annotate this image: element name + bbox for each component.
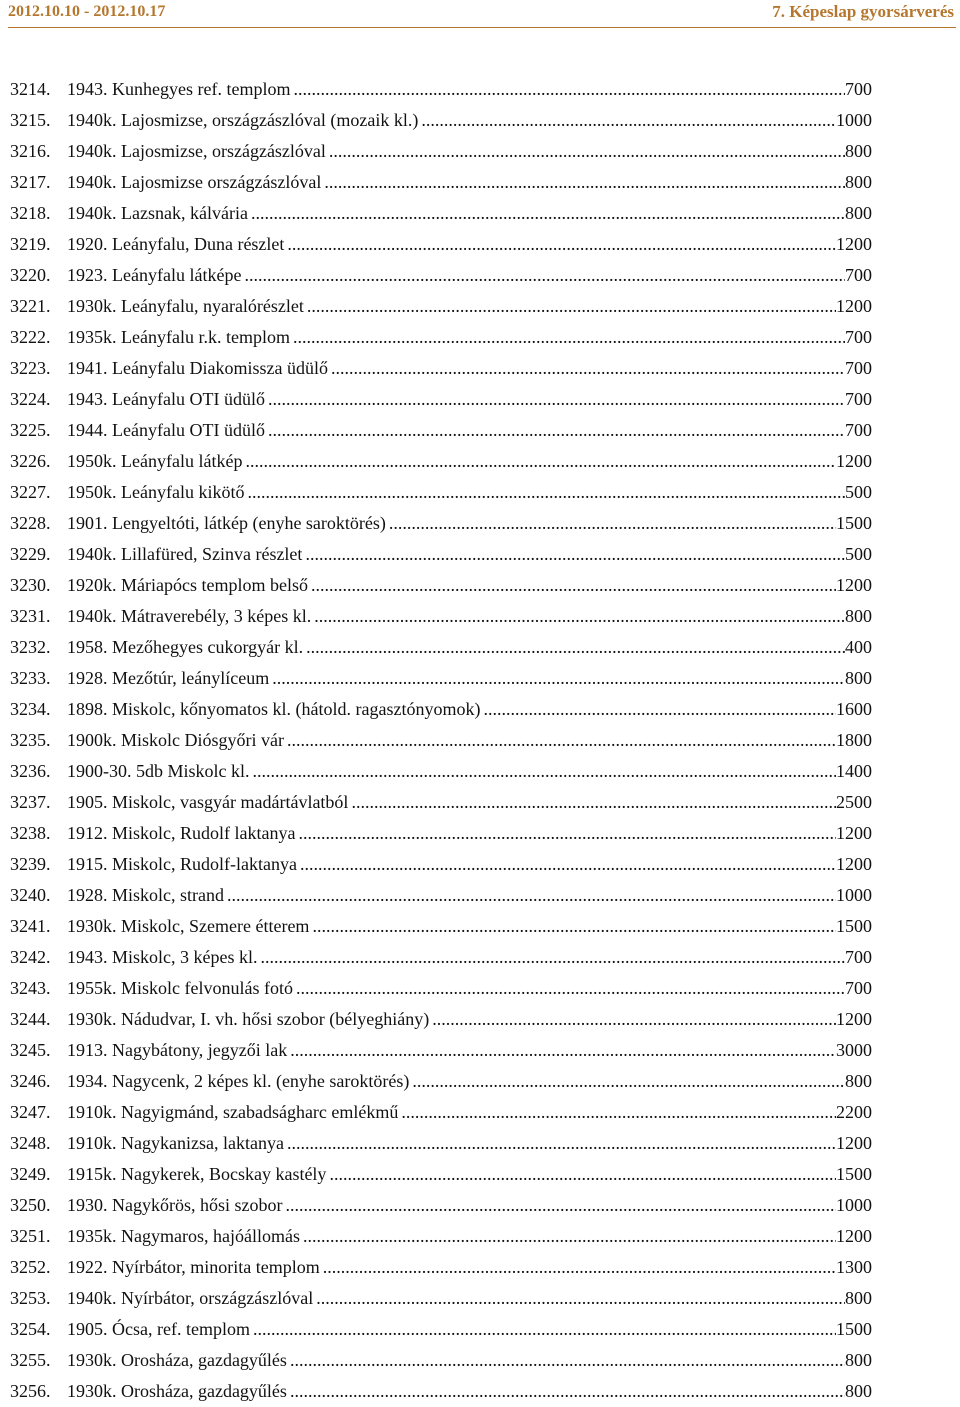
lot-price: 700 [845, 420, 872, 440]
lot-row [10, 1221, 872, 1252]
lot-row [10, 1159, 872, 1190]
lot-price: 800 [845, 203, 872, 223]
lot-number: 3241. [10, 916, 51, 936]
dot-leader [309, 911, 836, 942]
lot-description: 1955k. Miskolc felvonulás fotó [67, 978, 293, 998]
lot-description: 1910k. Nagykanizsa, laktanya [67, 1133, 284, 1153]
dot-leader [290, 74, 845, 105]
lot-price: 1500 [836, 1164, 872, 1184]
lot-price: 700 [845, 978, 872, 998]
lot-row [10, 725, 872, 756]
lot-number: 3230. [10, 575, 51, 595]
dot-leader [265, 415, 845, 446]
lot-price: 800 [845, 1288, 872, 1308]
lot-number: 3246. [10, 1071, 51, 1091]
lot-row [10, 136, 872, 167]
lot-price: 800 [845, 1381, 872, 1401]
lot-description: 1920k. Máriapócs templom belső [67, 575, 308, 595]
dot-leader [284, 1128, 836, 1159]
dot-leader [284, 229, 836, 260]
lot-description: 1940k. Lajosmizse, országzászlóval [67, 141, 326, 161]
lot-number: 3217. [10, 172, 51, 192]
lot-row [10, 539, 872, 570]
dot-leader [265, 384, 845, 415]
dot-leader [290, 322, 845, 353]
lot-price: 800 [845, 172, 872, 192]
lot-description: 1922. Nyírbátor, minorita templom [67, 1257, 320, 1277]
lot-price: 500 [845, 544, 872, 564]
lot-description: 1905. Ócsa, ref. templom [67, 1319, 250, 1339]
lot-row [10, 291, 872, 322]
dot-leader [248, 198, 845, 229]
lot-price: 800 [845, 1350, 872, 1370]
lot-row [10, 849, 872, 880]
lot-number: 3238. [10, 823, 51, 843]
lot-description: 1950k. Leányfalu látkép [67, 451, 243, 471]
lot-row [10, 446, 872, 477]
lot-row [10, 1252, 872, 1283]
lot-number: 3255. [10, 1350, 51, 1370]
dot-leader [297, 849, 836, 880]
lot-number: 3236. [10, 761, 51, 781]
dot-leader [308, 570, 836, 601]
lot-row [10, 570, 872, 601]
lot-description: 1930. Nagykőrös, hősi szobor [67, 1195, 283, 1215]
header-divider [8, 27, 956, 28]
lot-price: 800 [845, 141, 872, 161]
lot-row [10, 1066, 872, 1097]
dot-leader [303, 632, 845, 663]
lot-description: 1913. Nagybátony, jegyzői lak [67, 1040, 288, 1060]
lot-row [10, 694, 872, 725]
dot-leader [250, 756, 837, 787]
lot-row [10, 880, 872, 911]
lot-price: 800 [845, 668, 872, 688]
lot-row [10, 260, 872, 291]
lot-description: 1958. Mezőhegyes cukorgyár kl. [67, 637, 304, 657]
lot-description: 1930k. Orosháza, gazdagyűlés [67, 1381, 287, 1401]
lot-price: 2200 [836, 1102, 872, 1122]
lot-price: 1200 [836, 451, 872, 471]
lot-description: 1934. Nagycenk, 2 képes kl. (enyhe saroktörés) [67, 1071, 410, 1091]
lot-description: 1930k. Leányfalu, nyaralórészlet [67, 296, 304, 316]
lot-row [10, 1376, 872, 1407]
lot-price: 3000 [836, 1040, 872, 1060]
dot-leader [326, 136, 845, 167]
lot-price: 1800 [836, 730, 872, 750]
lot-number: 3216. [10, 141, 51, 161]
lot-number: 3229. [10, 544, 51, 564]
dot-leader [287, 1035, 836, 1066]
lot-description: 1912. Miskolc, Rudolf laktanya [67, 823, 296, 843]
dot-leader [429, 1004, 836, 1035]
lot-price: 1500 [836, 1319, 872, 1339]
lot-description: 1940k. Lajosmizse országzászlóval [67, 172, 322, 192]
lot-description: 1943. Miskolc, 3 képes kl. [67, 947, 258, 967]
lot-number: 3226. [10, 451, 51, 471]
lot-number: 3219. [10, 234, 51, 254]
lot-price: 1200 [836, 854, 872, 874]
lot-price: 1200 [836, 1133, 872, 1153]
lot-row [10, 756, 872, 787]
lot-row [10, 198, 872, 229]
lot-row [10, 1190, 872, 1221]
lot-price: 700 [845, 265, 872, 285]
lot-description: 1898. Miskolc, kőnyomatos kl. (hátold. ragasztónyomok) [67, 699, 481, 719]
lot-price: 1000 [836, 110, 872, 130]
dot-leader [409, 1066, 845, 1097]
lot-number: 3228. [10, 513, 51, 533]
dot-leader [241, 260, 845, 291]
lot-number: 3248. [10, 1133, 51, 1153]
lot-number: 3237. [10, 792, 51, 812]
dot-leader [287, 1345, 845, 1376]
lot-row [10, 973, 872, 1004]
lot-description: 1930k. Miskolc, Szemere étterem [67, 916, 310, 936]
lot-price: 1200 [836, 296, 872, 316]
lot-number: 3233. [10, 668, 51, 688]
lot-price: 700 [845, 79, 872, 99]
lot-description: 1943. Leányfalu OTI üdülő [67, 389, 265, 409]
lot-description: 1940k. Lazsnak, kálvária [67, 203, 248, 223]
dot-leader [258, 942, 846, 973]
lot-number: 3224. [10, 389, 51, 409]
dot-leader [300, 1221, 836, 1252]
lot-price: 800 [845, 606, 872, 626]
dot-leader [244, 477, 845, 508]
dot-leader [287, 1376, 845, 1407]
lot-number: 3234. [10, 699, 51, 719]
dot-leader [224, 880, 836, 911]
lot-row [10, 229, 872, 260]
dot-leader [293, 973, 845, 1004]
dot-leader [348, 787, 836, 818]
lot-number: 3250. [10, 1195, 51, 1215]
lot-price: 1200 [836, 575, 872, 595]
lot-number: 3243. [10, 978, 51, 998]
lot-row [10, 818, 872, 849]
lot-row [10, 508, 872, 539]
lot-description: 1935k. Nagymaros, hajóállomás [67, 1226, 300, 1246]
lot-description: 1944. Leányfalu OTI üdülő [67, 420, 265, 440]
dot-leader [398, 1097, 836, 1128]
lot-number: 3254. [10, 1319, 51, 1339]
lot-description: 1923. Leányfalu látképe [67, 265, 242, 285]
lot-number: 3252. [10, 1257, 51, 1277]
lot-price: 1500 [836, 916, 872, 936]
lot-price: 700 [845, 947, 872, 967]
dot-leader [250, 1314, 836, 1345]
lot-number: 3245. [10, 1040, 51, 1060]
dot-leader [282, 1190, 836, 1221]
lot-row [10, 787, 872, 818]
lot-price: 800 [845, 1071, 872, 1091]
section-title: 7. Képeslap gyorsárverés [772, 2, 954, 21]
lot-description: 1940k. Mátraverebély, 3 képes kl. [67, 606, 312, 626]
lot-price: 500 [845, 482, 872, 502]
lot-price: 1500 [836, 513, 872, 533]
lot-list [10, 74, 872, 1407]
dot-leader [242, 446, 836, 477]
dot-leader [311, 601, 845, 632]
lot-description: 1940k. Nyírbátor, országzászlóval [67, 1288, 314, 1308]
dot-leader [418, 105, 836, 136]
lot-number: 3239. [10, 854, 51, 874]
lot-row [10, 1035, 872, 1066]
lot-price: 1200 [836, 1226, 872, 1246]
lot-number: 3215. [10, 110, 51, 130]
dot-leader [328, 353, 845, 384]
lot-row [10, 1097, 872, 1128]
lot-row [10, 353, 872, 384]
lot-number: 3221. [10, 296, 51, 316]
lot-description: 1940k. Lillafüred, Szinva részlet [67, 544, 303, 564]
lot-number: 3227. [10, 482, 51, 502]
lot-price: 1000 [836, 1195, 872, 1215]
lot-row [10, 74, 872, 105]
lot-description: 1920. Leányfalu, Duna részlet [67, 234, 285, 254]
lot-number: 3251. [10, 1226, 51, 1246]
lot-row [10, 1345, 872, 1376]
lot-price: 1200 [836, 823, 872, 843]
lot-row [10, 911, 872, 942]
dot-leader [313, 1283, 845, 1314]
lot-number: 3231. [10, 606, 51, 626]
lot-number: 3256. [10, 1381, 51, 1401]
lot-price: 400 [845, 637, 872, 657]
lot-description: 1943. Kunhegyes ref. templom [67, 79, 291, 99]
lot-number: 3249. [10, 1164, 51, 1184]
lot-description: 1915k. Nagykerek, Bocskay kastély [67, 1164, 327, 1184]
lot-description: 1950k. Leányfalu kikötő [67, 482, 245, 502]
dot-leader [304, 291, 836, 322]
lot-number: 3253. [10, 1288, 51, 1308]
lot-description: 1940k. Lajosmizse, országzászlóval (mozaik kl.) [67, 110, 419, 130]
lot-price: 1300 [836, 1257, 872, 1277]
dot-leader [269, 663, 845, 694]
lot-number: 3244. [10, 1009, 51, 1029]
lot-row [10, 663, 872, 694]
lot-price: 1200 [836, 234, 872, 254]
lot-description: 1930k. Orosháza, gazdagyűlés [67, 1350, 287, 1370]
lot-number: 3223. [10, 358, 51, 378]
lot-description: 1900-30. 5db Miskolc kl. [67, 761, 250, 781]
lot-price: 1600 [836, 699, 872, 719]
lot-row [10, 477, 872, 508]
date-range: 2012.10.10 - 2012.10.17 [8, 3, 166, 20]
lot-description: 1930k. Nádudvar, I. vh. hősi szobor (bélyeghiány) [67, 1009, 430, 1029]
dot-leader [320, 1252, 836, 1283]
lot-row [10, 632, 872, 663]
lot-row [10, 942, 872, 973]
lot-number: 3242. [10, 947, 51, 967]
lot-description: 1935k. Leányfalu r.k. templom [67, 327, 290, 347]
lot-description: 1900k. Miskolc Diósgyőri vár [67, 730, 284, 750]
lot-number: 3240. [10, 885, 51, 905]
lot-description: 1901. Lengyeltóti, látkép (enyhe saroktörés) [67, 513, 386, 533]
lot-row [10, 601, 872, 632]
lot-row [10, 1128, 872, 1159]
lot-description: 1928. Miskolc, strand [67, 885, 224, 905]
dot-leader [386, 508, 836, 539]
lot-row [10, 1314, 872, 1345]
dot-leader [321, 167, 845, 198]
lot-row [10, 1283, 872, 1314]
lot-number: 3214. [10, 79, 51, 99]
lot-description: 1928. Mezőtúr, leánylíceum [67, 668, 270, 688]
lot-price: 1400 [836, 761, 872, 781]
dot-leader [284, 725, 836, 756]
lot-price: 700 [845, 327, 872, 347]
dot-leader [302, 539, 845, 570]
lot-number: 3247. [10, 1102, 51, 1122]
lot-price: 1000 [836, 885, 872, 905]
lot-price: 1200 [836, 1009, 872, 1029]
lot-number: 3232. [10, 637, 51, 657]
lot-description: 1905. Miskolc, vasgyár madártávlatból [67, 792, 349, 812]
lot-number: 3220. [10, 265, 51, 285]
page-header [0, 0, 960, 28]
dot-leader [295, 818, 836, 849]
lot-row [10, 384, 872, 415]
lot-description: 1915. Miskolc, Rudolf-laktanya [67, 854, 297, 874]
dot-leader [480, 694, 836, 725]
lot-number: 3218. [10, 203, 51, 223]
lot-number: 3225. [10, 420, 51, 440]
lot-row [10, 105, 872, 136]
lot-row [10, 1004, 872, 1035]
dot-leader [326, 1159, 836, 1190]
lot-description: 1941. Leányfalu Diakomissza üdülő [67, 358, 328, 378]
lot-row [10, 167, 872, 198]
lot-number: 3222. [10, 327, 51, 347]
lot-price: 700 [845, 389, 872, 409]
lot-price: 2500 [836, 792, 872, 812]
lot-row [10, 322, 872, 353]
lot-number: 3235. [10, 730, 51, 750]
lot-description: 1910k. Nagyigmánd, szabadságharc emlékmű [67, 1102, 399, 1122]
lot-price: 700 [845, 358, 872, 378]
lot-row [10, 415, 872, 446]
